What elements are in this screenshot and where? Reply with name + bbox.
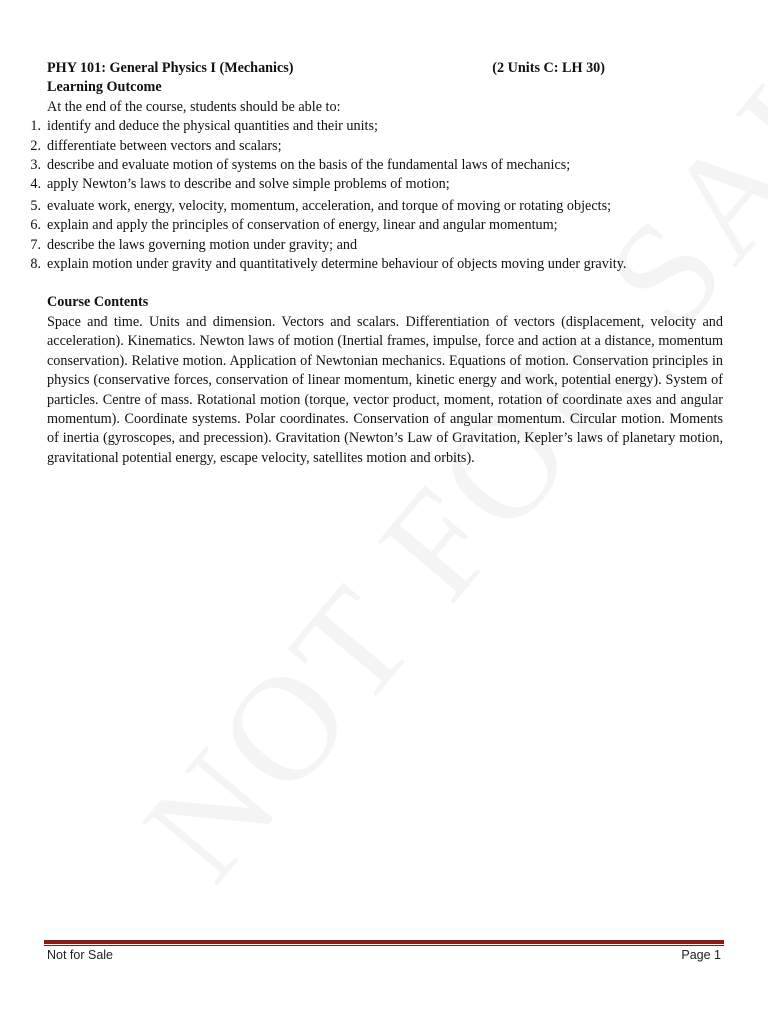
list-item xyxy=(30,137,723,156)
course-contents-heading: Course Contents xyxy=(47,294,149,311)
list-item-text: explain and apply the principles of conservation of energy, linear and angular momentum; xyxy=(47,217,558,234)
page-number: Page 1 xyxy=(681,948,721,962)
learning-outcome-intro: At the end of the course, students should be able to: xyxy=(47,98,341,115)
list-item-text: apply Newton’s laws to describe and solve simple problems of motion; xyxy=(47,176,450,193)
list-item-number: 4. xyxy=(30,176,41,193)
page-footer xyxy=(47,948,721,962)
list-item-text: explain motion under gravity and quantitatively determine behaviour of objects moving under gravity. xyxy=(47,256,627,273)
list-item xyxy=(30,255,723,274)
list-item-number: 8. xyxy=(30,256,41,273)
list-item-number: 3. xyxy=(30,157,41,174)
list-item xyxy=(30,156,723,175)
list-item xyxy=(30,175,723,194)
footer-not-for-sale: Not for Sale xyxy=(47,948,114,962)
list-item xyxy=(30,197,723,216)
list-item-number: 5. xyxy=(30,197,41,214)
list-item-text: evaluate work, energy, velocity, momentum, acceleration, and torque of moving or rotating objects; xyxy=(47,197,612,214)
list-item xyxy=(30,117,723,136)
list-item xyxy=(30,236,723,255)
list-item-text: identify and deduce the physical quantities and their units; xyxy=(47,118,378,135)
course-title: PHY 101: General Physics I (Mechanics) xyxy=(47,60,294,76)
course-units: (2 Units C: LH 30) xyxy=(492,60,605,76)
list-item-text: differentiate between vectors and scalars; xyxy=(47,137,282,154)
course-header xyxy=(47,59,723,78)
list-item-number: 6. xyxy=(30,217,41,234)
list-item xyxy=(30,216,723,235)
list-item-number: 1. xyxy=(30,118,41,135)
footer-divider xyxy=(44,940,724,944)
learning-outcome-heading: Learning Outcome xyxy=(47,79,162,96)
course-contents-body: Space and time. Units and dimension. Vectors and scalars. Differentiation of vectors (displacement, velocity and acceleration). Kinematics. Newton laws of motion (Inertial frames, impulse, force and action at a distance, momentum conservation). Relative motion. Application of Newtonian mechanics. Equations of motion. Conservation principles in physics (conservative forces, conservation of linear momentum, kinetic energy and work, potential energy). System of particles. Centre of mass. Rotational motion (torque, vector product, moment, rotation of coordinate axes and angular momentum). Coordinate systems. Polar coordinates. Conservation of angular momentum. Circular motion. Moments of inertia (gyroscopes, and precession). Gravitation (Newton’s Law of Gravitation, Kepler’s laws of planetary motion, gravitational potential energy, escape velocity, satellites motion and orbits). xyxy=(47,313,723,466)
list-item-text: describe the laws governing motion under gravity; and xyxy=(47,236,358,253)
learning-outcome-list xyxy=(30,117,723,274)
list-item-number: 7. xyxy=(30,236,41,253)
list-item-number: 2. xyxy=(30,137,41,154)
page-content xyxy=(30,59,723,468)
list-item-text: describe and evaluate motion of systems on the basis of the fundamental laws of mechanics; xyxy=(47,157,571,174)
